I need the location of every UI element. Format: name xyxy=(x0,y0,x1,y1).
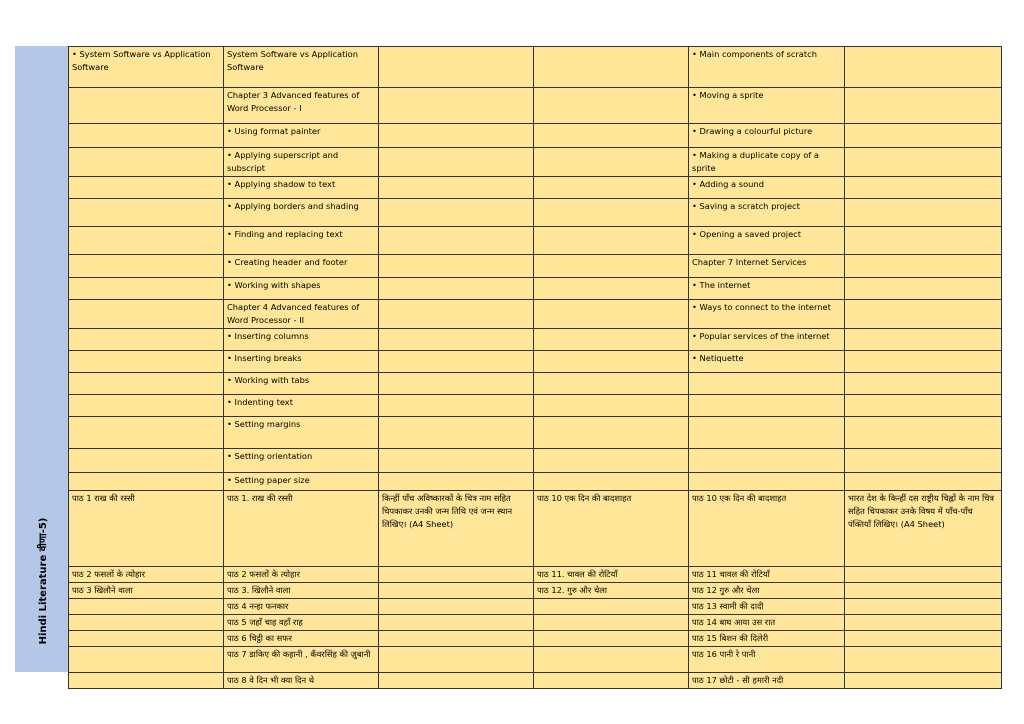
table-cell xyxy=(534,148,689,177)
table-cell: • Moving a sprite xyxy=(689,88,845,124)
table-row xyxy=(69,567,1002,583)
table-cell: • Ways to connect to the internet xyxy=(689,300,845,329)
table-cell xyxy=(845,351,1002,373)
table-cell: • Making a duplicate copy of a sprite xyxy=(689,148,845,177)
table-cell xyxy=(534,395,689,417)
table-row xyxy=(69,148,1002,177)
table-cell xyxy=(689,373,845,395)
table-cell: • Working with shapes xyxy=(224,278,379,300)
table-cell: पाठ 6 चिट्ठी का सफर xyxy=(224,631,379,647)
table-cell xyxy=(534,255,689,278)
table-cell xyxy=(845,199,1002,227)
table-cell: Chapter 4 Advanced features of Word Processor - II xyxy=(224,300,379,329)
table-row xyxy=(69,329,1002,351)
computer-section-side xyxy=(15,46,69,490)
table-row xyxy=(69,615,1002,631)
table-cell xyxy=(379,227,534,255)
table-cell: पाठ 8 वे दिन भी क्या दिन थे xyxy=(224,673,379,689)
table-row xyxy=(69,583,1002,599)
table-cell xyxy=(379,351,534,373)
table-cell xyxy=(534,647,689,673)
table-row xyxy=(69,351,1002,373)
table-cell: पाठ 12. गुरु और चेला xyxy=(534,583,689,599)
table-cell: पाठ 3 खिलौने वाला xyxy=(69,583,224,599)
table-cell xyxy=(534,449,689,473)
table-cell xyxy=(69,300,224,329)
table-row xyxy=(69,673,1002,689)
table-cell xyxy=(845,449,1002,473)
table-row xyxy=(69,395,1002,417)
table-cell xyxy=(845,255,1002,278)
table-cell: • Netiquette xyxy=(689,351,845,373)
table-cell xyxy=(845,567,1002,583)
table-cell xyxy=(845,124,1002,148)
table-cell xyxy=(845,329,1002,351)
table-cell xyxy=(69,278,224,300)
table-cell: पाठ 5 जहाँ चाह वहाँ राह xyxy=(224,615,379,631)
table-cell xyxy=(534,124,689,148)
table-cell xyxy=(534,631,689,647)
table-row xyxy=(69,631,1002,647)
table-cell xyxy=(69,227,224,255)
table-cell: System Software vs Application Software xyxy=(224,47,379,88)
table-row xyxy=(69,417,1002,449)
table-cell: • Drawing a colourful picture xyxy=(689,124,845,148)
table-cell: पाठ 12 गुरु और चेला xyxy=(689,583,845,599)
table-cell xyxy=(69,417,224,449)
table-cell: पाठ 1 राख की रस्सी xyxy=(69,491,224,567)
table-cell: पाठ 1. राख की रस्सी xyxy=(224,491,379,567)
table-cell xyxy=(845,227,1002,255)
table-cell: Chapter 3 Advanced features of Word Processor - I xyxy=(224,88,379,124)
table-cell xyxy=(534,615,689,631)
table-cell: किन्हीं पाँच अविष्कारकों के चित्र नाम सहित चिपकाकर उनकी जन्म तिथि एवं जन्म स्थान लिखिए। (A4 Sheet) xyxy=(379,491,534,567)
table-cell: • Applying superscript and subscript xyxy=(224,148,379,177)
hindi-section-side xyxy=(15,490,69,672)
table-row xyxy=(69,647,1002,673)
table-cell xyxy=(534,199,689,227)
table-cell: पाठ 16 पानी रे पानी xyxy=(689,647,845,673)
table-cell: Chapter 7 Internet Services xyxy=(689,255,845,278)
table-cell: पाठ 3. खिलौने वाला xyxy=(224,583,379,599)
table-cell xyxy=(379,88,534,124)
table-cell xyxy=(379,615,534,631)
table-cell xyxy=(845,88,1002,124)
table-cell: पाठ 11. चावल की रोटियाँ xyxy=(534,567,689,583)
table-cell: • Creating header and footer xyxy=(224,255,379,278)
table-row xyxy=(69,373,1002,395)
table-cell: • Opening a saved project xyxy=(689,227,845,255)
table-cell: पाठ 14 बाघ आया उस रात xyxy=(689,615,845,631)
table-cell: पाठ 2 फसलों के त्योहार xyxy=(69,567,224,583)
table-cell xyxy=(534,88,689,124)
table-cell xyxy=(379,124,534,148)
table-row xyxy=(69,449,1002,473)
table-row xyxy=(69,300,1002,329)
table-row xyxy=(69,278,1002,300)
table-cell xyxy=(379,148,534,177)
table-cell: • The internet xyxy=(689,278,845,300)
table-cell xyxy=(379,278,534,300)
table-row xyxy=(69,199,1002,227)
table-cell: पाठ 15 बिशन की दिलेरी xyxy=(689,631,845,647)
table-cell: भारत देश के किन्हीं दस राष्ट्रीय चिह्नों के नाम चित्र सहित चिपकाकर उनके विषय में पाँच-पाँच पंक्तियाँ लिखिए। (A4 Sheet) xyxy=(845,491,1002,567)
table-cell xyxy=(69,631,224,647)
table-cell: • Using format painter xyxy=(224,124,379,148)
table-row xyxy=(69,255,1002,278)
table-cell: • Setting margins xyxy=(224,417,379,449)
table-cell xyxy=(69,124,224,148)
table-cell xyxy=(845,673,1002,689)
table-cell: पाठ 4 नन्हा फनकार xyxy=(224,599,379,615)
table-cell xyxy=(379,631,534,647)
table-cell xyxy=(69,88,224,124)
table-cell xyxy=(845,278,1002,300)
table-cell xyxy=(69,351,224,373)
table-cell xyxy=(379,300,534,329)
table-cell: पाठ 11 चावल की रोटियाँ xyxy=(689,567,845,583)
computer-table xyxy=(68,46,1002,497)
table-cell xyxy=(534,351,689,373)
table-cell xyxy=(379,449,534,473)
table-cell xyxy=(69,615,224,631)
table-cell: • Applying borders and shading xyxy=(224,199,379,227)
table-cell xyxy=(845,583,1002,599)
table-cell: • Applying shadow to text xyxy=(224,177,379,199)
table-cell xyxy=(845,599,1002,615)
table-cell xyxy=(845,417,1002,449)
table-cell xyxy=(534,47,689,88)
table-cell xyxy=(845,631,1002,647)
table-cell: • Popular services of the internet xyxy=(689,329,845,351)
table-row xyxy=(69,599,1002,615)
table-row xyxy=(69,177,1002,199)
table-cell: • Inserting breaks xyxy=(224,351,379,373)
table-cell xyxy=(689,417,845,449)
table-cell xyxy=(379,329,534,351)
table-row xyxy=(69,47,1002,88)
table-cell: • Finding and replacing text xyxy=(224,227,379,255)
table-cell xyxy=(379,395,534,417)
table-row xyxy=(69,124,1002,148)
table-cell xyxy=(379,177,534,199)
table-cell xyxy=(69,177,224,199)
table-cell xyxy=(69,673,224,689)
table-cell xyxy=(534,227,689,255)
table-cell xyxy=(534,278,689,300)
table-cell: • Adding a sound xyxy=(689,177,845,199)
table-cell xyxy=(845,148,1002,177)
table-cell xyxy=(845,300,1002,329)
hindi-subject-label: Hindi Literature वीणा-5) xyxy=(37,517,49,645)
table-cell xyxy=(845,647,1002,673)
table-row xyxy=(69,227,1002,255)
table-cell: • System Software vs Application Software xyxy=(69,47,224,88)
table-cell xyxy=(69,449,224,473)
table-cell: पाठ 10 एक दिन की बादशाहत xyxy=(534,491,689,567)
table-cell: पाठ 13 स्वामी की दादी xyxy=(689,599,845,615)
table-cell xyxy=(845,395,1002,417)
table-cell xyxy=(845,373,1002,395)
table-cell xyxy=(689,449,845,473)
table-cell: पाठ 2 फसलों के त्योहार xyxy=(224,567,379,583)
table-cell xyxy=(534,417,689,449)
table-cell xyxy=(69,255,224,278)
hindi-table xyxy=(68,490,1002,689)
table-cell xyxy=(534,599,689,615)
table-cell: • Working with tabs xyxy=(224,373,379,395)
table-cell xyxy=(69,329,224,351)
table-cell xyxy=(69,599,224,615)
table-cell xyxy=(534,300,689,329)
table-cell xyxy=(379,583,534,599)
table-cell xyxy=(379,199,534,227)
table-cell xyxy=(379,599,534,615)
table-cell xyxy=(689,395,845,417)
table-cell xyxy=(534,373,689,395)
table-cell xyxy=(379,417,534,449)
table-cell xyxy=(845,47,1002,88)
table-row xyxy=(69,88,1002,124)
table-row xyxy=(69,491,1002,567)
table-cell xyxy=(534,177,689,199)
table-cell: पाठ 7 डाकिए की कहानी , कँवरसिंह की ज़ुबानी xyxy=(224,647,379,673)
table-cell: • Setting paper size xyxy=(224,473,379,497)
table-cell xyxy=(69,373,224,395)
table-cell: पाठ 17 छोटी - सी हमारी नदी xyxy=(689,673,845,689)
table-cell xyxy=(379,47,534,88)
table-cell: • Saving a scratch project xyxy=(689,199,845,227)
table-cell xyxy=(69,395,224,417)
table-cell: • Inserting columns xyxy=(224,329,379,351)
table-cell xyxy=(69,148,224,177)
curriculum-sheet xyxy=(15,46,1001,685)
table-cell xyxy=(845,615,1002,631)
table-cell xyxy=(379,373,534,395)
table-cell xyxy=(69,647,224,673)
table-cell xyxy=(845,177,1002,199)
table-cell: • Indenting text xyxy=(224,395,379,417)
table-cell: पाठ 10 एक दिन की बादशाहत xyxy=(689,491,845,567)
table-cell xyxy=(379,255,534,278)
table-cell xyxy=(534,329,689,351)
table-cell xyxy=(69,199,224,227)
table-cell xyxy=(379,567,534,583)
table-cell xyxy=(379,647,534,673)
table-cell xyxy=(379,673,534,689)
table-cell: • Setting orientation xyxy=(224,449,379,473)
table-cell: • Main components of scratch xyxy=(689,47,845,88)
table-cell xyxy=(534,673,689,689)
